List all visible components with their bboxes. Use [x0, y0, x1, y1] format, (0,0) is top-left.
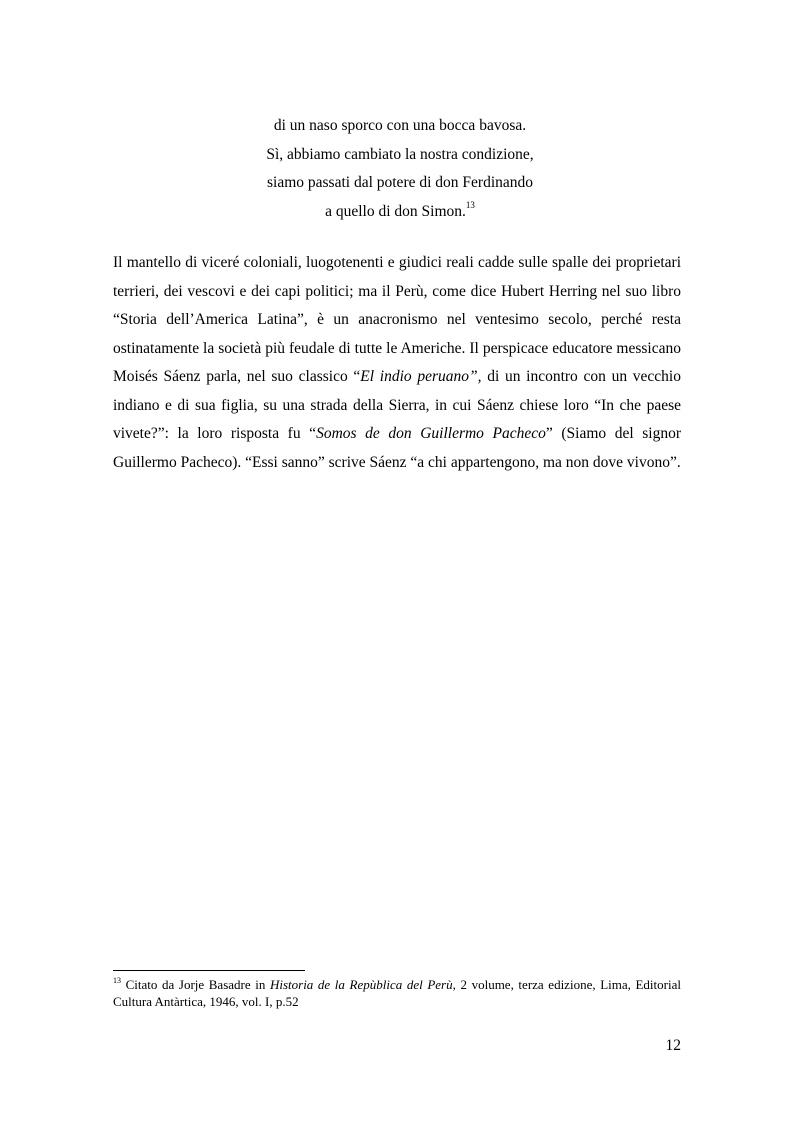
verse-quote: [240, 112, 560, 226]
footnote-reference: 13: [465, 200, 475, 211]
footnote-text-1: Citato da Jorje Basadre in: [121, 977, 270, 992]
verse-line-2: Sì, abbiamo cambiato la nostra condizione,: [266, 145, 534, 163]
footnote-italic-title: Historia de la Repùblica del Perù: [269, 977, 453, 992]
paragraph-text-1: Il mantello di viceré coloniali, luogotenenti e giudici reali cadde sulle spalle dei proprietari terrieri, dei vescovi e dei capi politici; ma il Perù, come dice Hubert Herring nel suo libro “Storia dell’America Latina”, è un anacronismo nel ventesimo secolo, perché resta ostinatamente la società più feudale di tutte le Americhe. Il perspicace educatore messicano Moisés Sáenz parla, nel suo classico “: [113, 254, 681, 385]
paragraph-italic-quote: Somos de don Guillermo Pacheco: [316, 425, 546, 442]
paragraph-text-2: di un incontro con un vecchio indiano e di sua figlia, su una strada della Sierra, in cui Sáenz chiese loro “In che paese vivete?”: la loro risposta fu “: [113, 368, 681, 442]
paragraph-text-3: ” (Siamo del signor Guillermo Pacheco). “Essi sanno” scrive Sáenz “a chi appartengono, ma non dove vivono”.: [113, 425, 682, 471]
paragraph-italic-title: El indio peruano”,: [360, 368, 482, 385]
verse-line-4-text: a quello di don Simon.: [325, 202, 466, 220]
verse-line-3: siamo passati dal potere di don Ferdinando: [266, 174, 534, 191]
footnote-divider: [113, 970, 305, 971]
verse-line-1: di un naso sporco con una bocca bavosa.: [273, 117, 527, 134]
footnote-number: 13: [113, 975, 121, 985]
verse-line-4: [240, 198, 560, 227]
footnote-text-2: , 2 volume, terza edizione, Lima, Editorial Cultura Antàrtica, 1946, vol. I, p.52: [113, 977, 681, 1009]
body-paragraph: [113, 249, 681, 477]
page-number: 12: [665, 1037, 681, 1054]
footnote: [113, 976, 681, 1010]
